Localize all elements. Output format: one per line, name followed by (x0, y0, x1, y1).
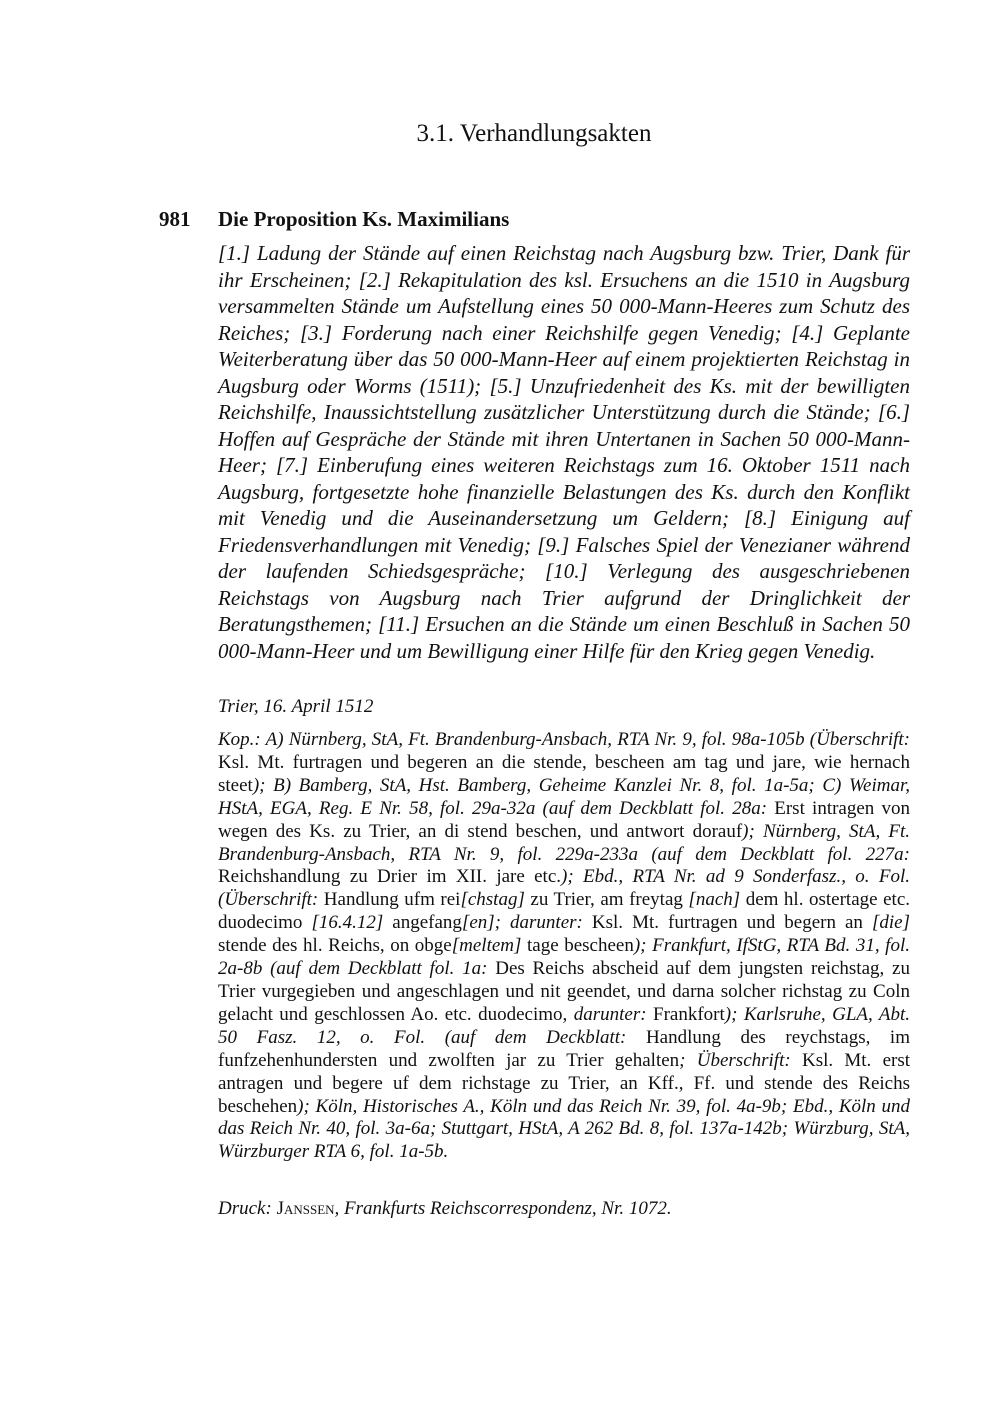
document-date-place: Trier, 16. April 1512 (218, 696, 374, 717)
source-segment: zu Trier, am freytag (524, 889, 689, 911)
source-segment: [meltem] (451, 935, 522, 957)
document-title: Die Proposition Ks. Maximilians (218, 207, 510, 231)
source-segment: ); Nürnberg, StA, Ft. Brandenburg-Ansbach, RTA Nr. 9, fol. 229a-233a (auf dem Deckblatt fol. 227a: (218, 820, 910, 865)
source-segment: ); Karlsruhe, GLA, Abt. 50 Fasz. 12, o. Fol. (auf dem Deckblatt: (218, 1003, 910, 1048)
source-segment: Ksl. Mt. furtragen und begeren an die stende, bescheen am tag und jare, wie hernach steet (218, 751, 910, 796)
source-segment: Erst intragen von wegen des Ks. zu Trier, an di stend beschen, und antwort dorauf (218, 797, 910, 842)
source-segment: [die] (871, 912, 910, 934)
source-segment: ; Überschrift: (679, 1049, 802, 1071)
source-segment: [nach] (688, 889, 741, 911)
source-segment: Des Reichs abscheid auf dem jungsten reichstag, zu Trier vurgegieben und angeschlagen und nit geendet, und darna solcher richstag zu Coln gelacht und geschlossen Ao. etc. duodecimo (218, 958, 910, 1025)
print-author: Janssen (276, 1198, 335, 1219)
source-segment: Ksl. Mt. furtragen und begern an (591, 912, 872, 934)
source-segment: Ksl. Mt. erst antragen und begere uf dem richstage zu Trier, an Kff., Ff. und stende des Reichs beschehen (218, 1049, 910, 1117)
source-segment: , darunter: (562, 1003, 653, 1025)
print-label: Druck: (218, 1198, 272, 1219)
source-segment: dem hl. ostertage etc. duodecimo (218, 889, 911, 934)
source-segment: [chstag] (460, 889, 525, 911)
source-segment: Handlung des reychstags, im funfzehenhundersten und zwolften jar zu Trier gehalten (218, 1026, 910, 1071)
document-summary: [1.] Ladung der Stände auf einen Reichstag nach Augsburg bzw. Trier, Dank für ihr Erscheinen; [2.] Rekapitulation des ksl. Ersuchens an die 1510 in Augsburg versammelten Stände um Aufstellung eines 50 000-Mann-Heeres zum Schutz des Reiches; [3.] Forderung nach einer Reichshilfe gegen Venedig; [4.] Geplante Weiterberatung über das 50 000-Mann-Heer auf einem projektierten Reichstag in Augsburg oder Worms (1511); [5.] Unzufriedenheit des Ks. mit der bewilligten Reichshilfe, Inaussichtstellung zusätzlicher Unterstützung durch die Stände; [6.] Hoffen auf Gespräche der Stände mit ihren Untertanen in Sachen 50 000-Mann-Heer; [7.] Einberufung eines weiteren Reichstags zum 16. Oktober 1511 nach Augsburg, fortgesetzte hohe finanzielle Belastungen des Ks. durch den Konflikt mit Venedig und die Auseinandersetzung um Geldern; [8.] Einigung auf Friedensverhandlungen mit Venedig; [9.] Falsches Spiel der Venezianer während der laufenden Schiedsgespräche; [10.] Verlegung des ausgeschriebenen Reichstags von Augsburg nach Trier aufgrund der Dringlichkeit der Beratungsthemen; [11.] Ersuchen an die Stände um einen Beschluß in Sachen 50 000-Mann-Heer und um Bewilligung einer Hilfe für den Krieg gegen Venedig. (218, 241, 910, 663)
source-segment: Kop.: A) Nürnberg, StA, Ft. Brandenburg-Ansbach, RTA Nr. 9, fol. 98a-105b (Überschrift: (218, 729, 910, 750)
source-segment: ); Frankfurt, IfStG, RTA Bd. 31, fol. 2a-8b (auf dem Deckblatt fol. 1a: (218, 935, 910, 980)
source-segment: angefang (383, 912, 462, 934)
source-references (218, 729, 910, 1164)
source-segment: tage bescheen (521, 935, 634, 957)
source-segment: Reichshandlung zu Drier im XII. jare etc. (218, 866, 562, 888)
source-segment: ); B) Bamberg, StA, Hst. Bamberg, Geheime Kanzlei Nr. 8, fol. 1a-5a; C) Weimar, HStA, EGA, Reg. E Nr. 58, fol. 29a-32a (auf dem Deckblatt fol. 28a: (218, 774, 910, 819)
source-segment: Handlung ufm rei (323, 889, 461, 911)
document-number: 981 (159, 207, 191, 231)
section-title: 3.1. Verhandlungsakten (416, 120, 652, 147)
source-segment: [16.4.12] (311, 912, 384, 934)
print-reference (218, 1198, 672, 1220)
source-segment: ); Ebd., RTA Nr. ad 9 Sonderfasz., o. Fol. (Überschrift: (218, 866, 911, 911)
source-segment: Frankfort (653, 1003, 725, 1025)
print-title: , Frankfurts Reichscorrespondenz, Nr. 1072. (334, 1198, 672, 1219)
source-segment: stende des hl. Reichs, on obge (218, 935, 452, 957)
source-segment: ); Köln, Historisches A., Köln und das Reich Nr. 39, fol. 4a-9b; Ebd., Köln und das Reich Nr. 40, fol. 3a-6a; Stuttgart, HStA, A 262 Bd. 8, fol. 137a-142b; Würzburg, StA, Würzburger RTA 6, fol. 1a-5b. (218, 1095, 910, 1163)
source-segment: [en]; darunter: (461, 912, 592, 934)
